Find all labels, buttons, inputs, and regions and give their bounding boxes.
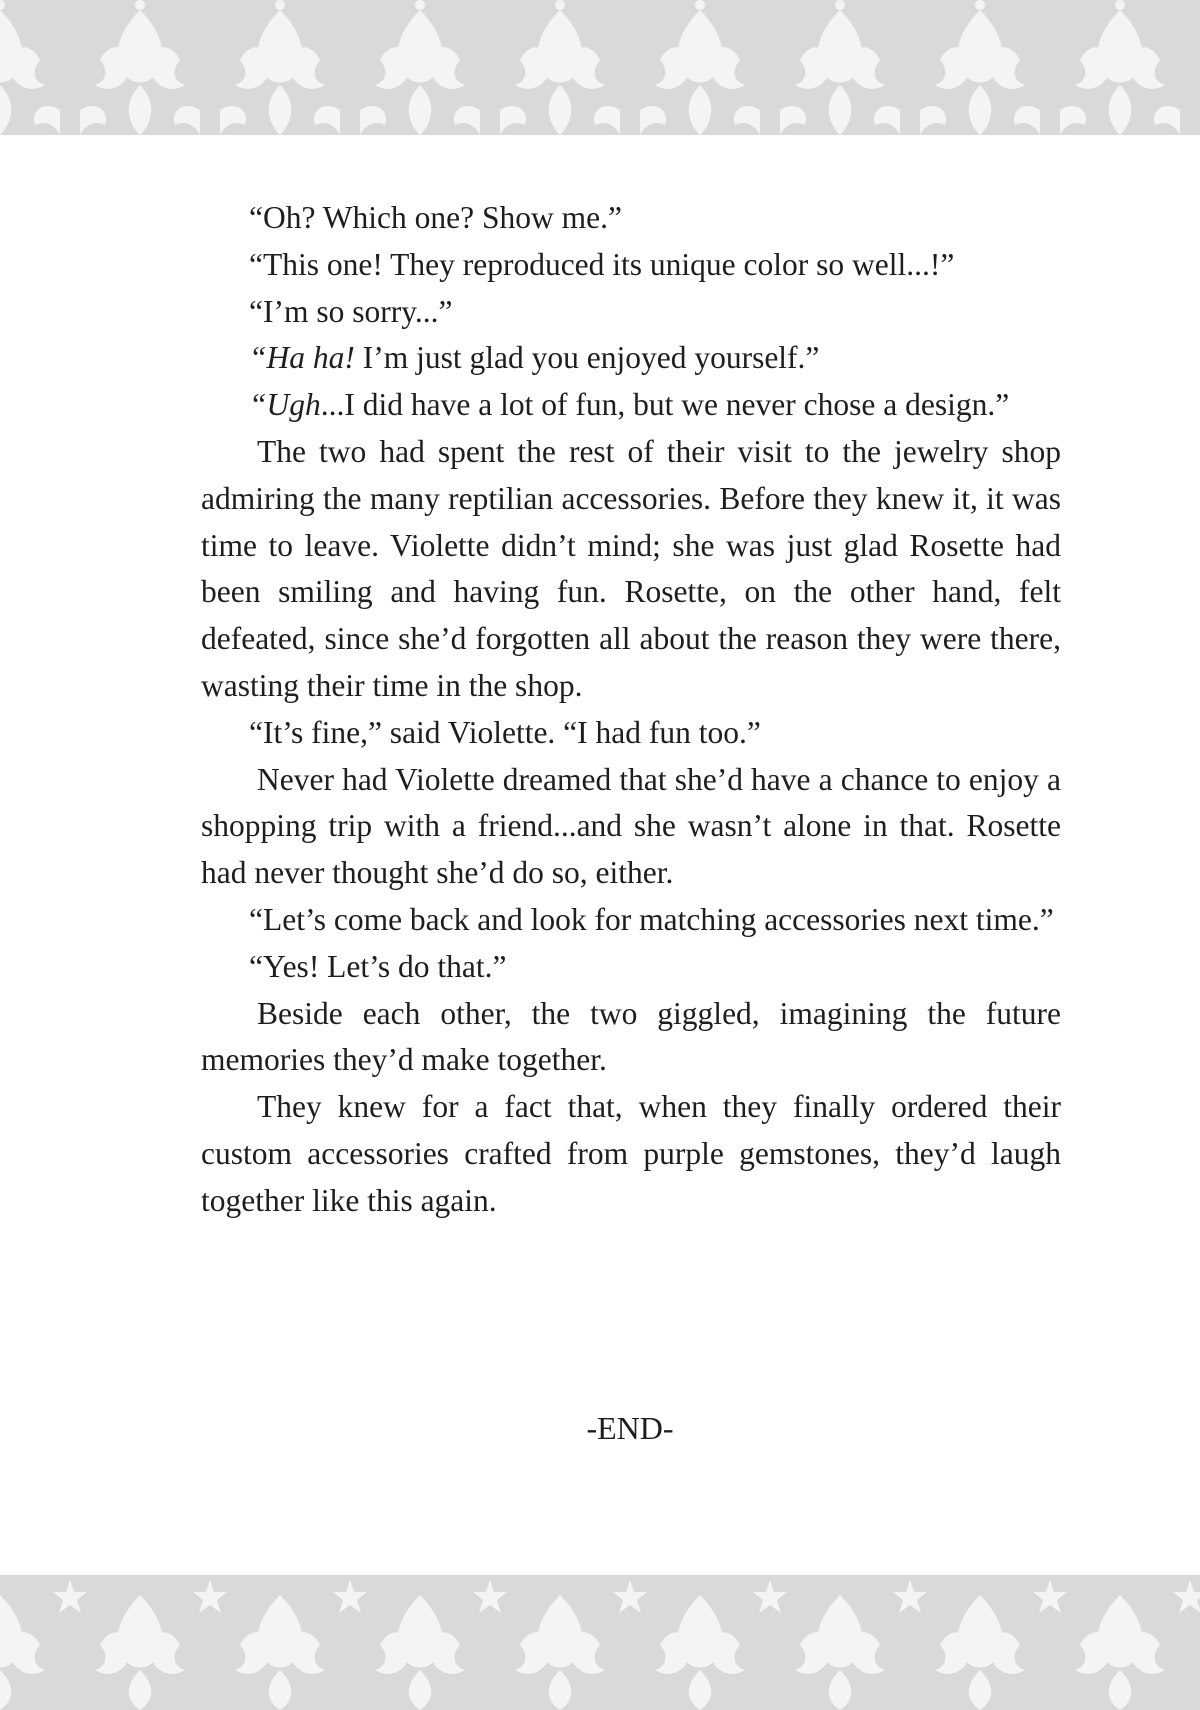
- paragraph-text: ...I did have a lot of fun, but we never chose a design.”: [320, 387, 1010, 423]
- narration-paragraph: [201, 991, 1061, 1085]
- top-damask-border: [0, 0, 1200, 135]
- paragraph-text: Beside each other, the two giggled, imagining the future memories they’d make together.: [201, 995, 1061, 1078]
- damask-pattern-top: [0, 0, 1200, 135]
- paragraph-text: They knew for a fact that, when they finally ordered their custom accessories crafted from purple gemstones, they’d laugh together like this again.: [201, 1089, 1061, 1218]
- paragraph-text: “I’m so sorry...”: [249, 293, 453, 329]
- paragraph-text: “Oh? Which one? Show me.”: [249, 200, 622, 235]
- dialogue-paragraph: [201, 335, 1061, 382]
- paragraph-text: “Yes! Let’s do that.”: [249, 948, 507, 984]
- dialogue-paragraph: [201, 710, 1061, 757]
- paragraph-text: The two had spent the rest of their visit to the jewelry shop admiring the many reptilian accessories. Before they knew it, it was time to leave. Violette didn’t mind; she was just glad Rosette had been smiling and having fun. Rosette, on the other hand, felt defeated, since she’d forgotten all about the reason they were there, wasting their time in the shop.: [201, 433, 1061, 703]
- paragraph-text: “This one! They reproduced its unique color so well...!”: [249, 246, 955, 282]
- emphasis-text: “Ha ha!: [249, 340, 355, 376]
- damask-pattern-bottom: [0, 1575, 1200, 1710]
- paragraph-text: “It’s fine,” said Violette. “I had fun too.”: [249, 714, 761, 750]
- dialogue-paragraph: [201, 382, 1061, 429]
- paragraph-text: I’m just glad you enjoyed yourself.”: [354, 340, 820, 376]
- narration-paragraph: [201, 1084, 1061, 1224]
- emphasis-text: “Ugh: [249, 387, 321, 423]
- paragraph-text: “Let’s come back and look for matching accessories next time.”: [249, 901, 1054, 937]
- narration-paragraph: [201, 429, 1061, 710]
- end-mark: -END-: [586, 1410, 674, 1446]
- dialogue-paragraph: [201, 242, 1061, 289]
- dialogue-paragraph: [201, 195, 1061, 242]
- bottom-damask-border: [0, 1575, 1200, 1710]
- dialogue-paragraph: [201, 897, 1061, 944]
- dialogue-paragraph: [201, 289, 1061, 336]
- dialogue-paragraph: [201, 944, 1061, 991]
- narration-paragraph: [201, 757, 1061, 897]
- story-text: [201, 195, 1061, 1225]
- paragraph-text: Never had Violette dreamed that she’d have a chance to enjoy a shopping trip with a friend...and she wasn’t alone in that. Rosette had never thought she’d do so, either.: [201, 761, 1061, 891]
